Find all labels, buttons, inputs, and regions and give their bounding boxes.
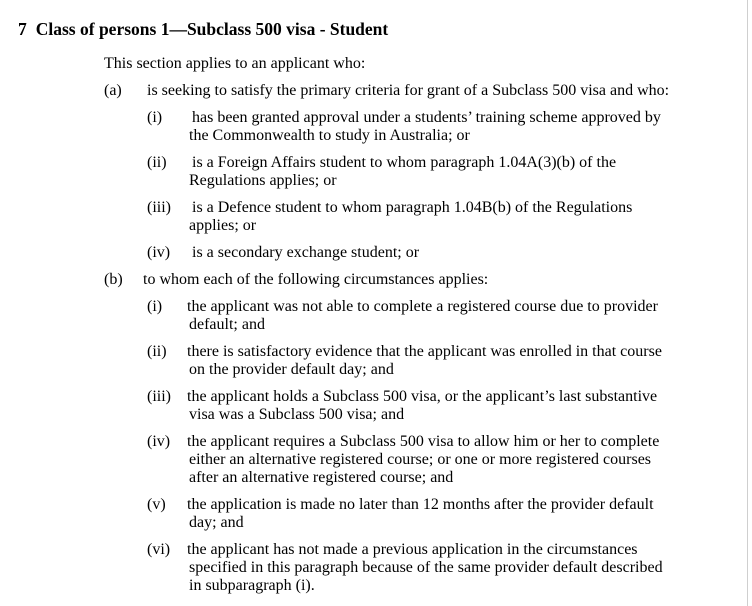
para-a-item-label: (iii) bbox=[147, 199, 171, 216]
para-b-item-line: the applicant requires a Subclass 500 visa to allow him or her to complete bbox=[187, 433, 660, 450]
para-b-item-line: the applicant has not made a previous application in the circumstances bbox=[187, 541, 638, 558]
para-a-item-label: (i) bbox=[147, 109, 163, 126]
para-b-item-line: default; and bbox=[189, 316, 265, 333]
section-number: 7 bbox=[18, 19, 27, 39]
para-b-item-label: (v) bbox=[147, 496, 166, 513]
para-a-item-line: Regulations applies; or bbox=[189, 172, 337, 189]
para-b-item-line: day; and bbox=[189, 514, 244, 531]
para-b-item-line: specified in this paragraph because of the same provider default described bbox=[189, 559, 663, 576]
section-heading bbox=[18, 19, 388, 40]
para-b-item-label: (vi) bbox=[147, 541, 171, 558]
para-a-item-line: is a Defence student to whom paragraph 1.04B(b) of the Regulations bbox=[192, 199, 633, 216]
para-b-text: to whom each of the following circumstances applies: bbox=[143, 271, 489, 288]
para-a-item-label: (ii) bbox=[147, 154, 167, 171]
para-b-item-line: there is satisfactory evidence that the applicant was enrolled in that course bbox=[187, 343, 662, 360]
para-b-label: (b) bbox=[104, 271, 123, 288]
para-b-item-label: (ii) bbox=[147, 343, 167, 360]
para-b-item-label: (iv) bbox=[147, 433, 171, 450]
para-b-item-line: on the provider default day; and bbox=[189, 361, 394, 378]
intro-text: This section applies to an applicant who: bbox=[104, 55, 366, 72]
para-a-text: is seeking to satisfy the primary criteria for grant of a Subclass 500 visa and who: bbox=[147, 82, 670, 99]
para-a-item-line: is a secondary exchange student; or bbox=[192, 244, 420, 261]
para-a-item-label: (iv) bbox=[147, 244, 171, 261]
para-a-item-line: the Commonwealth to study in Australia; or bbox=[189, 127, 470, 144]
para-b-item-label: (iii) bbox=[147, 388, 171, 405]
para-a-item-line: has been granted approval under a students’ training scheme approved by bbox=[192, 109, 661, 126]
section-title: Class of persons 1—Subclass 500 visa - Student bbox=[35, 19, 389, 39]
page-edge-rule bbox=[747, 0, 748, 606]
para-a-label: (a) bbox=[104, 82, 122, 99]
para-b-item-line: visa was a Subclass 500 visa; and bbox=[189, 406, 405, 423]
para-b-item-label: (i) bbox=[147, 298, 163, 315]
para-b-item-line: either an alternative registered course; or one or more registered courses bbox=[189, 451, 652, 468]
para-b-item-line: after an alternative registered course; and bbox=[189, 469, 454, 486]
para-b-item-line: the applicant was not able to complete a registered course due to provider bbox=[187, 298, 658, 315]
para-b-item-line: the application is made no later than 12 months after the provider default bbox=[187, 496, 654, 513]
para-a-item-line: applies; or bbox=[189, 217, 257, 234]
para-b-item-line: the applicant holds a Subclass 500 visa, or the applicant’s last substantive bbox=[187, 388, 658, 405]
para-b-item-line: in subparagraph (i). bbox=[189, 577, 315, 594]
para-a-item-line: is a Foreign Affairs student to whom paragraph 1.04A(3)(b) of the bbox=[192, 154, 617, 171]
